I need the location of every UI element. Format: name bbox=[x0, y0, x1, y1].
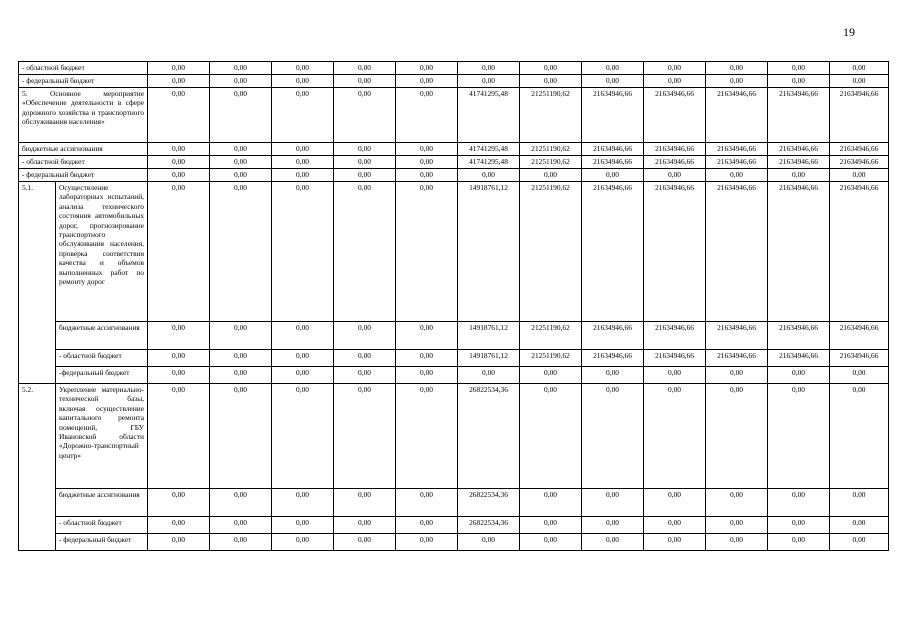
value-cell: 0,00 bbox=[148, 534, 210, 551]
value-cell: 0,00 bbox=[396, 62, 458, 75]
table-row bbox=[19, 322, 889, 350]
value-cell: 0,00 bbox=[644, 534, 706, 551]
value-cell: 41741295,48 bbox=[458, 156, 520, 169]
value-cell: 0,00 bbox=[768, 534, 830, 551]
value-cell: 0,00 bbox=[520, 384, 582, 489]
value-cell: 0,00 bbox=[272, 169, 334, 182]
value-cell: 0,00 bbox=[148, 182, 210, 322]
value-cell: 0,00 bbox=[210, 156, 272, 169]
value-cell: 21251190,62 bbox=[520, 350, 582, 367]
value-cell: 0,00 bbox=[396, 517, 458, 534]
value-cell: 0,00 bbox=[210, 75, 272, 88]
value-cell: 0,00 bbox=[706, 384, 768, 489]
value-cell: 0,00 bbox=[768, 517, 830, 534]
value-cell: 0,00 bbox=[334, 384, 396, 489]
table-row bbox=[19, 489, 889, 517]
value-cell: 0,00 bbox=[210, 350, 272, 367]
row-label: - областной бюджет bbox=[56, 350, 148, 367]
table-body bbox=[19, 62, 889, 551]
row-label: бюджетные ассигнования bbox=[56, 489, 148, 517]
value-cell: 0,00 bbox=[272, 156, 334, 169]
row-label: -федеральный бюджет bbox=[56, 367, 148, 384]
page-number: 19 bbox=[843, 25, 855, 39]
value-cell: 0,00 bbox=[830, 534, 889, 551]
value-cell: 0,00 bbox=[458, 169, 520, 182]
table-row bbox=[19, 88, 889, 143]
value-cell: 0,00 bbox=[396, 156, 458, 169]
value-cell: 0,00 bbox=[272, 62, 334, 75]
value-cell: 0,00 bbox=[210, 169, 272, 182]
value-cell: 0,00 bbox=[706, 534, 768, 551]
value-cell: 41741295,48 bbox=[458, 88, 520, 143]
value-cell: 0,00 bbox=[458, 75, 520, 88]
value-cell: 21251190,62 bbox=[520, 182, 582, 322]
value-cell: 0,00 bbox=[334, 322, 396, 350]
value-cell: 0,00 bbox=[520, 75, 582, 88]
value-cell: 21634946,66 bbox=[706, 182, 768, 322]
value-cell: 0,00 bbox=[644, 517, 706, 534]
value-cell: 0,00 bbox=[210, 367, 272, 384]
value-cell: 21634946,66 bbox=[644, 182, 706, 322]
value-cell: 0,00 bbox=[210, 322, 272, 350]
value-cell: 0,00 bbox=[148, 88, 210, 143]
value-cell: 0,00 bbox=[334, 534, 396, 551]
value-cell: 21634946,66 bbox=[830, 350, 889, 367]
value-cell: 0,00 bbox=[768, 367, 830, 384]
value-cell: 0,00 bbox=[210, 489, 272, 517]
value-cell: 21634946,66 bbox=[582, 143, 644, 156]
table-row bbox=[19, 534, 889, 551]
value-cell: 0,00 bbox=[582, 517, 644, 534]
value-cell: 0,00 bbox=[396, 182, 458, 322]
row-label: - областной бюджет bbox=[56, 517, 148, 534]
row-label: 5. Основное мероприятие «Обеспечение деятельности в сфере дорожного хозяйства и транспортного обслуживания населения» bbox=[19, 88, 148, 143]
value-cell: 0,00 bbox=[582, 384, 644, 489]
value-cell: 0,00 bbox=[210, 62, 272, 75]
value-cell: 26822534,36 bbox=[458, 384, 520, 489]
value-cell: 0,00 bbox=[520, 517, 582, 534]
value-cell: 0,00 bbox=[148, 517, 210, 534]
value-cell: 0,00 bbox=[148, 367, 210, 384]
row-label: - областной бюджет bbox=[19, 156, 148, 169]
value-cell: 0,00 bbox=[148, 322, 210, 350]
value-cell: 0,00 bbox=[334, 489, 396, 517]
row-label: Укрепление материально-технической базы, включая осуществление капитального ремонта помещений, ГБУ Ивановской области «Дорожно-транспортный центр» bbox=[56, 384, 148, 489]
value-cell: 0,00 bbox=[706, 517, 768, 534]
table-row bbox=[19, 156, 889, 169]
value-cell: 0,00 bbox=[210, 182, 272, 322]
value-cell: 0,00 bbox=[644, 384, 706, 489]
value-cell: 0,00 bbox=[396, 384, 458, 489]
value-cell: 21634946,66 bbox=[582, 182, 644, 322]
value-cell: 21251190,62 bbox=[520, 143, 582, 156]
value-cell: 21634946,66 bbox=[768, 88, 830, 143]
value-cell: 21634946,66 bbox=[830, 156, 889, 169]
value-cell: 0,00 bbox=[334, 182, 396, 322]
value-cell: 14918761,12 bbox=[458, 322, 520, 350]
value-cell: 0,00 bbox=[768, 62, 830, 75]
table-row bbox=[19, 350, 889, 367]
value-cell: 21251190,62 bbox=[520, 322, 582, 350]
value-cell: 0,00 bbox=[830, 169, 889, 182]
row-label: Осуществление лабораторных испытаний, анализа технического состояния автомобильных дорог, прогнозирование транспортного обслуживания населения, проверка соответствия качества и объемов выполненных работ по ремонту дорог bbox=[56, 182, 148, 322]
value-cell: 21634946,66 bbox=[706, 143, 768, 156]
row-label: - федеральный бюджет bbox=[56, 534, 148, 551]
value-cell: 0,00 bbox=[396, 169, 458, 182]
value-cell: 0,00 bbox=[706, 489, 768, 517]
value-cell: 0,00 bbox=[272, 182, 334, 322]
value-cell: 0,00 bbox=[458, 367, 520, 384]
table-row bbox=[19, 182, 889, 322]
value-cell: 0,00 bbox=[644, 62, 706, 75]
value-cell: 0,00 bbox=[148, 75, 210, 88]
row-label: бюджетные ассигнования bbox=[19, 143, 148, 156]
value-cell: 0,00 bbox=[272, 367, 334, 384]
value-cell: 0,00 bbox=[644, 75, 706, 88]
value-cell: 0,00 bbox=[706, 62, 768, 75]
value-cell: 0,00 bbox=[830, 384, 889, 489]
value-cell: 0,00 bbox=[644, 169, 706, 182]
value-cell: 0,00 bbox=[210, 534, 272, 551]
value-cell: 0,00 bbox=[148, 62, 210, 75]
value-cell: 21634946,66 bbox=[706, 322, 768, 350]
value-cell: 0,00 bbox=[210, 88, 272, 143]
value-cell: 0,00 bbox=[520, 534, 582, 551]
value-cell: 21634946,66 bbox=[582, 322, 644, 350]
value-cell: 0,00 bbox=[582, 75, 644, 88]
value-cell: 0,00 bbox=[210, 143, 272, 156]
value-cell: 0,00 bbox=[396, 143, 458, 156]
value-cell: 0,00 bbox=[830, 517, 889, 534]
row-label: - федеральный бюджет bbox=[19, 169, 148, 182]
value-cell: 21634946,66 bbox=[768, 182, 830, 322]
value-cell: 0,00 bbox=[396, 88, 458, 143]
value-cell: 21634946,66 bbox=[644, 350, 706, 367]
value-cell: 0,00 bbox=[334, 367, 396, 384]
value-cell: 0,00 bbox=[334, 62, 396, 75]
value-cell: 0,00 bbox=[582, 489, 644, 517]
value-cell: 0,00 bbox=[334, 156, 396, 169]
value-cell: 0,00 bbox=[396, 534, 458, 551]
table-row bbox=[19, 62, 889, 75]
value-cell: 21634946,66 bbox=[768, 143, 830, 156]
value-cell: 21634946,66 bbox=[706, 350, 768, 367]
value-cell: 0,00 bbox=[706, 75, 768, 88]
value-cell: 14918761,12 bbox=[458, 350, 520, 367]
value-cell: 21251190,62 bbox=[520, 88, 582, 143]
table-row bbox=[19, 169, 889, 182]
value-cell: 21634946,66 bbox=[768, 322, 830, 350]
row-label: бюджетные ассигнования bbox=[56, 322, 148, 350]
value-cell: 0,00 bbox=[334, 169, 396, 182]
value-cell: 21634946,66 bbox=[830, 182, 889, 322]
value-cell: 0,00 bbox=[272, 489, 334, 517]
value-cell: 0,00 bbox=[396, 350, 458, 367]
value-cell: 0,00 bbox=[210, 384, 272, 489]
table-row bbox=[19, 75, 889, 88]
value-cell: 21634946,66 bbox=[644, 156, 706, 169]
value-cell: 0,00 bbox=[272, 143, 334, 156]
row-label: - федеральный бюджет bbox=[19, 75, 148, 88]
value-cell: 21634946,66 bbox=[830, 143, 889, 156]
value-cell: 0,00 bbox=[148, 156, 210, 169]
value-cell: 0,00 bbox=[520, 489, 582, 517]
value-cell: 0,00 bbox=[520, 169, 582, 182]
value-cell: 21634946,66 bbox=[830, 88, 889, 143]
value-cell: 0,00 bbox=[396, 322, 458, 350]
value-cell: 21634946,66 bbox=[644, 143, 706, 156]
value-cell: 41741295,48 bbox=[458, 143, 520, 156]
value-cell: 21634946,66 bbox=[830, 322, 889, 350]
value-cell: 0,00 bbox=[830, 489, 889, 517]
value-cell: 0,00 bbox=[768, 169, 830, 182]
value-cell: 21634946,66 bbox=[768, 156, 830, 169]
value-cell: 0,00 bbox=[334, 88, 396, 143]
table-row bbox=[19, 384, 889, 489]
value-cell: 0,00 bbox=[706, 367, 768, 384]
value-cell: 0,00 bbox=[520, 367, 582, 384]
value-cell: 0,00 bbox=[644, 367, 706, 384]
value-cell: 0,00 bbox=[272, 75, 334, 88]
value-cell: 0,00 bbox=[706, 169, 768, 182]
value-cell: 21634946,66 bbox=[706, 156, 768, 169]
value-cell: 0,00 bbox=[396, 367, 458, 384]
value-cell: 0,00 bbox=[768, 75, 830, 88]
value-cell: 21251190,62 bbox=[520, 156, 582, 169]
value-cell: 21634946,66 bbox=[582, 156, 644, 169]
value-cell: 21634946,66 bbox=[582, 88, 644, 143]
value-cell: 0,00 bbox=[582, 62, 644, 75]
value-cell: 0,00 bbox=[272, 88, 334, 143]
table-row bbox=[19, 367, 889, 384]
value-cell: 0,00 bbox=[272, 534, 334, 551]
value-cell: 0,00 bbox=[334, 517, 396, 534]
row-code: 5.1. bbox=[19, 182, 56, 384]
value-cell: 0,00 bbox=[272, 322, 334, 350]
value-cell: 0,00 bbox=[148, 384, 210, 489]
value-cell: 0,00 bbox=[334, 143, 396, 156]
value-cell: 26822534,36 bbox=[458, 517, 520, 534]
row-code: 5.2. bbox=[19, 384, 56, 551]
value-cell: 0,00 bbox=[830, 367, 889, 384]
budget-table bbox=[18, 61, 889, 551]
value-cell: 0,00 bbox=[396, 75, 458, 88]
table-row bbox=[19, 517, 889, 534]
value-cell: 0,00 bbox=[272, 384, 334, 489]
value-cell: 21634946,66 bbox=[706, 88, 768, 143]
value-cell: 0,00 bbox=[334, 75, 396, 88]
value-cell: 0,00 bbox=[644, 489, 706, 517]
value-cell: 0,00 bbox=[520, 62, 582, 75]
value-cell: 0,00 bbox=[830, 62, 889, 75]
value-cell: 0,00 bbox=[582, 367, 644, 384]
value-cell: 0,00 bbox=[148, 350, 210, 367]
value-cell: 26822534,36 bbox=[458, 489, 520, 517]
value-cell: 21634946,66 bbox=[644, 88, 706, 143]
value-cell: 0,00 bbox=[582, 534, 644, 551]
value-cell: 0,00 bbox=[272, 517, 334, 534]
value-cell: 0,00 bbox=[396, 489, 458, 517]
value-cell: 0,00 bbox=[768, 384, 830, 489]
value-cell: 0,00 bbox=[148, 489, 210, 517]
row-label: - областной бюджет bbox=[19, 62, 148, 75]
value-cell: 21634946,66 bbox=[644, 322, 706, 350]
value-cell: 0,00 bbox=[334, 350, 396, 367]
value-cell: 0,00 bbox=[830, 75, 889, 88]
value-cell: 14918761,12 bbox=[458, 182, 520, 322]
value-cell: 0,00 bbox=[272, 350, 334, 367]
value-cell: 0,00 bbox=[210, 517, 272, 534]
table-row bbox=[19, 143, 889, 156]
value-cell: 0,00 bbox=[148, 169, 210, 182]
value-cell: 0,00 bbox=[582, 169, 644, 182]
value-cell: 0,00 bbox=[458, 62, 520, 75]
value-cell: 21634946,66 bbox=[768, 350, 830, 367]
value-cell: 21634946,66 bbox=[582, 350, 644, 367]
value-cell: 0,00 bbox=[458, 534, 520, 551]
value-cell: 0,00 bbox=[148, 143, 210, 156]
value-cell: 0,00 bbox=[768, 489, 830, 517]
